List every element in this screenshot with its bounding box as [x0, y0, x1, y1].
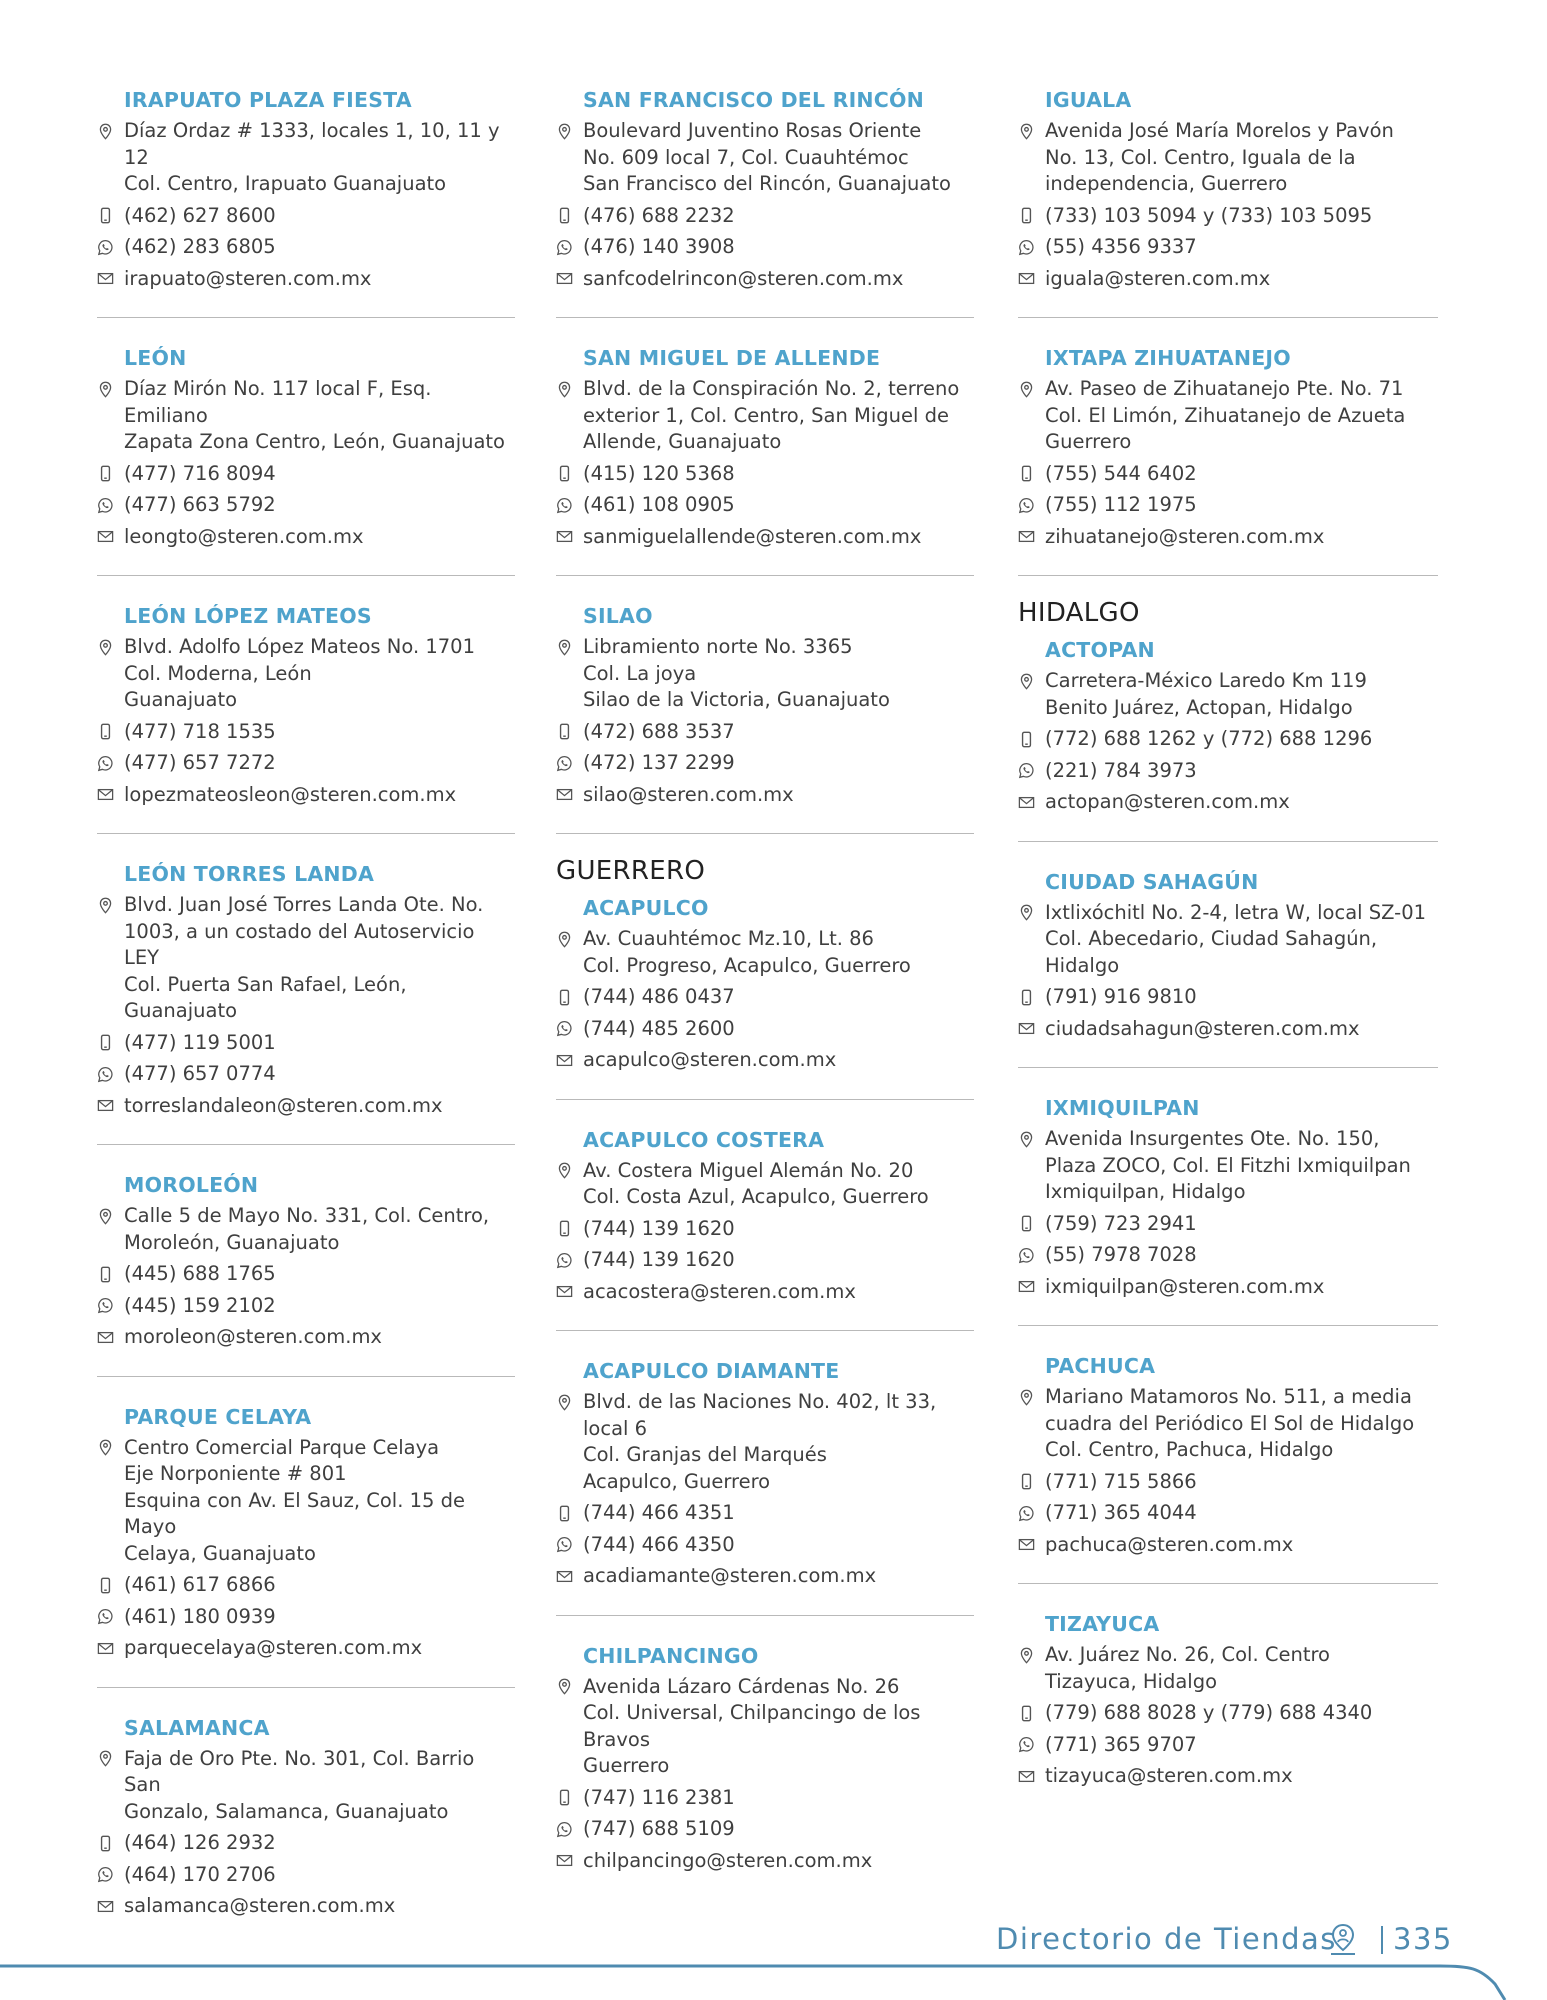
email-icon [556, 524, 583, 550]
store-address-text: Av. Cuauhtémoc Mz.10, Lt. 86 Col. Progreso, Acapulco, Guerrero [583, 927, 911, 977]
phone-icon [556, 461, 583, 487]
store-email-text[interactable]: pachuca@steren.com.mx [1045, 1532, 1294, 1556]
store-whatsapp-text: (55) 7978 7028 [1045, 1243, 1197, 1266]
store-entry [1018, 88, 1438, 318]
store-whatsapp [556, 492, 974, 519]
store-whatsapp-text: (744) 139 1620 [583, 1248, 735, 1271]
phone-icon [1018, 726, 1045, 752]
whatsapp-icon [1018, 1732, 1045, 1758]
store-phone [97, 1830, 515, 1857]
store-phone [97, 203, 515, 230]
store-entry [556, 1644, 974, 1900]
store-whatsapp-text: (477) 657 7272 [124, 751, 276, 774]
store-entry [556, 1359, 974, 1616]
phone-icon [97, 461, 124, 487]
email-icon [97, 524, 124, 550]
store-entry [1018, 870, 1438, 1069]
store-email[interactable] [556, 1279, 974, 1306]
store-name: TIZAYUCA [1045, 1612, 1160, 1636]
state-heading: GUERRERO [556, 856, 706, 886]
store-name: SALAMANCA [124, 1715, 270, 1740]
store-address-text: Blvd. de la Conspiración No. 2, terreno exterior 1, Col. Centro, San Miguel de Allende, Guanajuato [583, 377, 960, 453]
location-pin-icon [97, 118, 124, 144]
store-address [1018, 1642, 1438, 1695]
whatsapp-icon [1018, 1242, 1045, 1268]
store-phone-text: (476) 688 2232 [583, 203, 735, 227]
column-1 [97, 88, 515, 1973]
store-email-text[interactable]: ciudadsahagun@steren.com.mx [1045, 1016, 1360, 1040]
store-address [556, 1389, 974, 1495]
store-email-text[interactable]: ixmiquilpan@steren.com.mx [1045, 1274, 1325, 1298]
store-phone-text: (744) 486 0437 [583, 985, 735, 1008]
phone-icon [97, 1830, 124, 1856]
store-address [97, 376, 515, 456]
store-entry [1018, 1612, 1438, 1815]
whatsapp-icon [97, 1604, 124, 1630]
store-address-text: Boulevard Juventino Rosas Oriente No. 609 local 7, Col. Cuauhtémoc San Francisco del Rincón, Guanajuato [583, 119, 951, 195]
store-address [97, 118, 515, 198]
whatsapp-icon [1018, 1500, 1045, 1526]
email-icon [1018, 789, 1045, 815]
store-address [97, 1203, 515, 1256]
store-phone [1018, 1700, 1438, 1727]
store-name: PARQUE CELAYA [124, 1404, 312, 1429]
store-whatsapp-text: (461) 108 0905 [583, 493, 735, 516]
store-name: ACAPULCO COSTERA [583, 1127, 825, 1152]
whatsapp-icon [556, 1532, 583, 1558]
store-email-text[interactable]: tizayuca@steren.com.mx [1045, 1764, 1293, 1787]
whatsapp-icon [556, 1247, 583, 1273]
store-email[interactable] [97, 1324, 515, 1351]
store-email-text[interactable]: acadiamante@steren.com.mx [583, 1564, 877, 1587]
store-email-text[interactable]: actopan@steren.com.mx [1045, 790, 1290, 813]
whatsapp-icon [556, 492, 583, 518]
store-address [1018, 376, 1438, 456]
store-email[interactable] [97, 782, 515, 809]
email-icon [1018, 1532, 1045, 1558]
store-whatsapp [1018, 492, 1438, 519]
store-name: ACAPULCO [583, 896, 709, 920]
store-whatsapp [556, 750, 974, 777]
email-icon [97, 1635, 124, 1661]
location-pin-icon [556, 376, 583, 402]
store-email[interactable] [1018, 524, 1438, 551]
location-pin-icon [97, 376, 124, 402]
store-name: LEÓN TORRES LANDA [124, 862, 375, 886]
store-whatsapp [1018, 1242, 1438, 1269]
store-whatsapp [97, 1061, 515, 1088]
footer-curve-line [0, 1950, 1547, 2000]
store-name: SAN FRANCISCO DEL RINCÓN [583, 88, 924, 112]
store-phone-text: (744) 139 1620 [583, 1216, 735, 1240]
store-entry [97, 88, 515, 318]
store-address [1018, 1384, 1438, 1464]
store-email[interactable] [1018, 1016, 1438, 1043]
phone-icon [1018, 1700, 1045, 1726]
store-whatsapp [97, 1293, 515, 1320]
store-phone [1018, 203, 1438, 230]
store-phone-text: (791) 916 9810 [1045, 985, 1197, 1008]
store-phone [97, 719, 515, 746]
store-address [556, 634, 974, 714]
whatsapp-icon [556, 1816, 583, 1842]
store-whatsapp-text: (462) 283 6805 [124, 235, 276, 258]
email-icon [556, 782, 583, 808]
store-email[interactable] [97, 1893, 515, 1920]
store-address-text: Libramiento norte No. 3365 Col. La joya Silao de la Victoria, Guanajuato [583, 635, 890, 711]
store-whatsapp [97, 492, 515, 519]
store-phone-text: (477) 718 1535 [124, 719, 276, 743]
store-whatsapp [1018, 1500, 1438, 1527]
store-email[interactable] [556, 1047, 974, 1074]
location-pin-icon [97, 1746, 124, 1772]
whatsapp-icon [97, 1862, 124, 1888]
store-name: MOROLEÓN [124, 1173, 259, 1197]
store-email-text[interactable]: iguala@steren.com.mx [1045, 266, 1271, 290]
store-address-text: Avenida Insurgentes Ote. No. 150, Plaza ZOCO, Col. El Fitzhi Ixmiquilpan Ixmiquilpan, Hidalgo [1045, 1127, 1411, 1203]
whatsapp-icon [97, 492, 124, 518]
store-whatsapp [97, 750, 515, 777]
email-icon [1018, 1016, 1045, 1042]
store-email-text[interactable]: sanmiguelallende@steren.com.mx [583, 524, 922, 548]
email-icon [556, 1279, 583, 1305]
store-entry [97, 604, 515, 834]
store-phone [556, 984, 974, 1011]
store-phone [1018, 726, 1438, 753]
store-email-text[interactable]: acapulco@steren.com.mx [583, 1048, 837, 1071]
store-address [1018, 900, 1438, 980]
store-phone [97, 1030, 515, 1057]
store-name: IXMIQUILPAN [1045, 1096, 1200, 1120]
store-entry [97, 1716, 515, 1945]
location-pin-icon [1018, 1126, 1045, 1152]
store-name: CIUDAD SAHAGÚN [1045, 869, 1259, 894]
store-address [97, 1746, 515, 1826]
phone-icon [556, 984, 583, 1010]
phone-icon [556, 1216, 583, 1242]
store-whatsapp-text: (55) 4356 9337 [1045, 235, 1197, 258]
location-pin-icon [556, 1674, 583, 1700]
store-name: IXTAPA ZIHUATANEJO [1045, 346, 1291, 370]
store-email-text[interactable]: moroleon@steren.com.mx [124, 1325, 382, 1348]
location-pin-icon [1018, 900, 1045, 926]
location-pin-icon [556, 926, 583, 952]
store-phone-text: (472) 688 3537 [583, 719, 735, 743]
store-entry [556, 604, 974, 834]
store-email-text[interactable]: chilpancingo@steren.com.mx [583, 1848, 873, 1872]
whatsapp-icon [97, 750, 124, 776]
email-icon [97, 266, 124, 292]
location-pin-icon [97, 1203, 124, 1229]
email-icon [556, 1047, 583, 1073]
location-pin-icon [1018, 1642, 1045, 1668]
store-phone [1018, 1469, 1438, 1496]
store-address [556, 1674, 974, 1780]
location-pin-icon [556, 634, 583, 660]
store-name: SILAO [583, 604, 653, 628]
email-icon [97, 782, 124, 808]
store-whatsapp [556, 1016, 974, 1043]
store-address-text: Díaz Ordaz # 1333, locales 1, 10, 11 y 12 Col. Centro, Irapuato Guanajuato [124, 119, 500, 195]
store-email-text[interactable]: salamanca@steren.com.mx [124, 1894, 396, 1917]
store-phone-text: (464) 126 2932 [124, 1831, 276, 1854]
store-email-text[interactable]: irapuato@steren.com.mx [124, 266, 372, 290]
store-name: SAN MIGUEL DE ALLENDE [583, 346, 881, 370]
store-entry [97, 1173, 515, 1377]
store-email-text[interactable]: torreslandaleon@steren.com.mx [124, 1093, 443, 1117]
store-address-text: Blvd. de las Naciones No. 402, lt 33, local 6 Col. Granjas del Marqués Acapulco, Guerrero [583, 1390, 937, 1493]
store-email[interactable] [1018, 1763, 1438, 1790]
store-address-text: Av. Paseo de Zihuatanejo Pte. No. 71 Col. El Limón, Zihuatanejo de Azueta Guerrero [1045, 377, 1406, 453]
store-phone [556, 461, 974, 488]
whatsapp-icon [97, 234, 124, 260]
store-address-text: Avenida José María Morelos y Pavón No. 13, Col. Centro, Iguala de la independencia, Guerrero [1045, 119, 1394, 195]
store-entry [1018, 1354, 1438, 1584]
store-email[interactable] [1018, 789, 1438, 816]
store-whatsapp [556, 234, 974, 261]
store-phone [556, 1500, 974, 1527]
store-email[interactable] [97, 524, 515, 551]
footer-title: Directorio de Tiendas [996, 1922, 1337, 1956]
store-whatsapp-text: (755) 112 1975 [1045, 493, 1197, 516]
column-3 [1018, 88, 1438, 1843]
store-entry [97, 1405, 515, 1688]
phone-icon [556, 1785, 583, 1811]
store-whatsapp-text: (747) 688 5109 [583, 1817, 735, 1840]
store-phone [556, 1785, 974, 1812]
store-entry [556, 88, 974, 318]
store-email[interactable] [556, 782, 974, 809]
store-email[interactable] [556, 266, 974, 293]
store-phone-text: (771) 715 5866 [1045, 1469, 1197, 1493]
store-phone [1018, 984, 1438, 1011]
store-phone [556, 719, 974, 746]
store-phone-text: (779) 688 8028 y (779) 688 4340 [1045, 1701, 1373, 1724]
store-phone-text: (755) 544 6402 [1045, 461, 1197, 485]
page-number: 335 [1393, 1922, 1453, 1956]
phone-icon [97, 1030, 124, 1056]
store-email[interactable] [97, 1093, 515, 1120]
store-email[interactable] [1018, 1532, 1438, 1559]
store-name: PACHUCA [1045, 1354, 1156, 1378]
store-address-text: Blvd. Juan José Torres Landa Ote. No. 1003, a un costado del Autoservicio LEY Col. Puerta San Rafael, León, Guanajuato [124, 893, 484, 1022]
store-email[interactable] [97, 266, 515, 293]
store-address-text: Blvd. Adolfo López Mateos No. 1701 Col. Moderna, León Guanajuato [124, 635, 475, 711]
store-address-text: Centro Comercial Parque Celaya Eje Norponiente # 801 Esquina con Av. El Sauz, Col. 15 de Mayo Celaya, Guanajuato [124, 1435, 465, 1565]
store-phone [1018, 461, 1438, 488]
store-entry [97, 346, 515, 576]
whatsapp-icon [1018, 758, 1045, 784]
store-address-text: Carretera-México Laredo Km 119 Benito Juárez, Actopan, Hidalgo [1045, 669, 1367, 719]
store-name: IGUALA [1045, 88, 1132, 112]
store-whatsapp-text: (477) 663 5792 [124, 493, 276, 516]
store-whatsapp-text: (771) 365 9707 [1045, 1732, 1197, 1756]
email-icon [556, 1563, 583, 1589]
store-address-text: Díaz Mirón No. 117 local F, Esq. Emiliano Zapata Zona Centro, León, Guanajuato [124, 377, 505, 453]
phone-icon [556, 203, 583, 229]
phone-icon [556, 1500, 583, 1526]
store-email[interactable] [556, 524, 974, 551]
store-whatsapp [97, 1862, 515, 1889]
store-phone-text: (461) 617 6866 [124, 1573, 276, 1596]
store-whatsapp [556, 1816, 974, 1843]
location-pin-icon [556, 118, 583, 144]
store-address-text: Avenida Lázaro Cárdenas No. 26 Col. Universal, Chilpancingo de los Bravos Guerrero [583, 1674, 921, 1777]
store-entry [556, 1128, 974, 1332]
store-email-text[interactable]: zihuatanejo@steren.com.mx [1045, 524, 1325, 548]
store-email-text[interactable]: acacostera@steren.com.mx [583, 1279, 856, 1303]
store-whatsapp-text: (445) 159 2102 [124, 1293, 276, 1317]
location-pin-icon [1018, 118, 1045, 144]
store-phone [556, 1216, 974, 1243]
whatsapp-icon [1018, 492, 1045, 518]
store-name: ACAPULCO DIAMANTE [583, 1359, 840, 1383]
store-name: ACTOPAN [1045, 638, 1155, 662]
email-icon [97, 1893, 124, 1919]
location-pin-icon [97, 634, 124, 660]
email-icon [1018, 1274, 1045, 1300]
store-phone-text: (477) 716 8094 [124, 461, 276, 485]
store-address [1018, 1126, 1438, 1206]
store-address [1018, 118, 1438, 198]
column-2 [556, 88, 974, 1927]
store-phone [97, 461, 515, 488]
store-email[interactable] [97, 1635, 515, 1662]
phone-icon [1018, 1211, 1045, 1237]
phone-icon [97, 203, 124, 229]
state-heading: HIDALGO [1018, 598, 1140, 628]
store-phone-text: (445) 688 1765 [124, 1262, 276, 1285]
whatsapp-icon [97, 1061, 124, 1087]
phone-icon [97, 1261, 124, 1287]
phone-icon [1018, 461, 1045, 487]
store-whatsapp [1018, 1732, 1438, 1759]
store-whatsapp-text: (221) 784 3973 [1045, 758, 1197, 782]
store-whatsapp-text: (771) 365 4044 [1045, 1501, 1197, 1524]
store-email-text[interactable]: parquecelaya@steren.com.mx [124, 1636, 423, 1659]
location-pin-icon [1018, 668, 1045, 694]
store-entry [1018, 638, 1438, 842]
phone-icon [97, 1572, 124, 1598]
email-icon [1018, 524, 1045, 550]
location-pin-icon [97, 1435, 124, 1461]
store-address-text: Faja de Oro Pte. No. 301, Col. Barrio San Gonzalo, Salamanca, Guanajuato [124, 1746, 475, 1823]
store-phone-text: (772) 688 1262 y (772) 688 1296 [1045, 727, 1373, 750]
phone-icon [1018, 984, 1045, 1010]
store-address [97, 634, 515, 714]
store-whatsapp [556, 1532, 974, 1559]
location-pin-icon [556, 1158, 583, 1184]
store-address [556, 926, 974, 979]
store-whatsapp-text: (477) 657 0774 [124, 1062, 276, 1085]
whatsapp-icon [556, 1016, 583, 1042]
location-pin-icon [97, 892, 124, 918]
email-icon [556, 1848, 583, 1874]
store-phone [556, 203, 974, 230]
email-icon [97, 1093, 124, 1119]
store-name: CHILPANCINGO [583, 1643, 759, 1668]
store-whatsapp-text: (744) 485 2600 [583, 1016, 735, 1040]
store-name: LEÓN LÓPEZ MATEOS [124, 604, 372, 628]
store-name: LEÓN [124, 346, 187, 370]
store-phone [97, 1572, 515, 1599]
phone-icon [97, 719, 124, 745]
store-entry [97, 862, 515, 1145]
store-phone-text: (462) 627 8600 [124, 203, 276, 227]
email-icon [1018, 1763, 1045, 1789]
email-icon [97, 1324, 124, 1350]
store-entry [1018, 1096, 1438, 1326]
email-icon [556, 266, 583, 292]
store-whatsapp [97, 1604, 515, 1631]
store-address-text: Av. Costera Miguel Alemán No. 20 Col. Costa Azul, Acapulco, Guerrero [583, 1158, 929, 1208]
location-pin-icon [1018, 376, 1045, 402]
store-email-text[interactable]: sanfcodelrincon@steren.com.mx [583, 266, 904, 290]
store-email-text[interactable]: lopezmateosleon@steren.com.mx [124, 782, 457, 806]
store-whatsapp [556, 1247, 974, 1274]
store-address [556, 376, 974, 456]
store-entry [1018, 346, 1438, 576]
store-phone-text: (747) 116 2381 [583, 1785, 735, 1809]
store-address [97, 892, 515, 1025]
store-email-text[interactable]: silao@steren.com.mx [583, 782, 794, 806]
store-email-text[interactable]: leongto@steren.com.mx [124, 524, 364, 548]
store-phone-text: (759) 723 2941 [1045, 1211, 1197, 1235]
store-address-text: Calle 5 de Mayo No. 331, Col. Centro, Moroleón, Guanajuato [124, 1204, 490, 1254]
email-icon [1018, 266, 1045, 292]
store-whatsapp-text: (461) 180 0939 [124, 1604, 276, 1628]
store-address-text: Ixtlixóchitl No. 2-4, letra W, local SZ-01 Col. Abecedario, Ciudad Sahagún, Hidalgo [1045, 900, 1427, 977]
phone-icon [1018, 1469, 1045, 1495]
store-email[interactable] [1018, 1274, 1438, 1301]
store-address-text: Av. Juárez No. 26, Col. Centro Tizayuca, Hidalgo [1045, 1643, 1330, 1693]
store-phone-text: (733) 103 5094 y (733) 103 5095 [1045, 203, 1373, 227]
location-pin-icon [556, 1389, 583, 1415]
store-whatsapp-text: (472) 137 2299 [583, 751, 735, 774]
whatsapp-icon [556, 234, 583, 260]
store-address [97, 1435, 515, 1568]
store-phone-text: (477) 119 5001 [124, 1030, 276, 1054]
store-address-text: Mariano Matamoros No. 511, a media cuadra del Periódico El Sol de Hidalgo Col. Centro, Pachuca, Hidalgo [1045, 1385, 1415, 1461]
store-email[interactable] [556, 1848, 974, 1875]
store-whatsapp [1018, 234, 1438, 261]
store-whatsapp-text: (744) 466 4350 [583, 1532, 735, 1556]
whatsapp-icon [556, 750, 583, 776]
store-phone-text: (744) 466 4351 [583, 1501, 735, 1524]
phone-icon [556, 719, 583, 745]
store-whatsapp [1018, 758, 1438, 785]
store-whatsapp [97, 234, 515, 261]
store-phone [1018, 1211, 1438, 1238]
store-email[interactable] [1018, 266, 1438, 293]
store-entry [556, 346, 974, 576]
phone-icon [1018, 203, 1045, 229]
store-whatsapp-text: (464) 170 2706 [124, 1862, 276, 1886]
store-address [556, 1158, 974, 1211]
store-whatsapp-text: (476) 140 3908 [583, 235, 735, 258]
whatsapp-icon [97, 1293, 124, 1319]
store-email[interactable] [556, 1563, 974, 1590]
whatsapp-icon [1018, 234, 1045, 260]
location-pin-icon [1018, 1384, 1045, 1410]
store-address [1018, 668, 1438, 721]
store-name: IRAPUATO PLAZA FIESTA [124, 88, 412, 112]
store-phone-text: (415) 120 5368 [583, 461, 735, 485]
store-address [556, 118, 974, 198]
store-entry [556, 896, 974, 1100]
store-phone [97, 1261, 515, 1288]
